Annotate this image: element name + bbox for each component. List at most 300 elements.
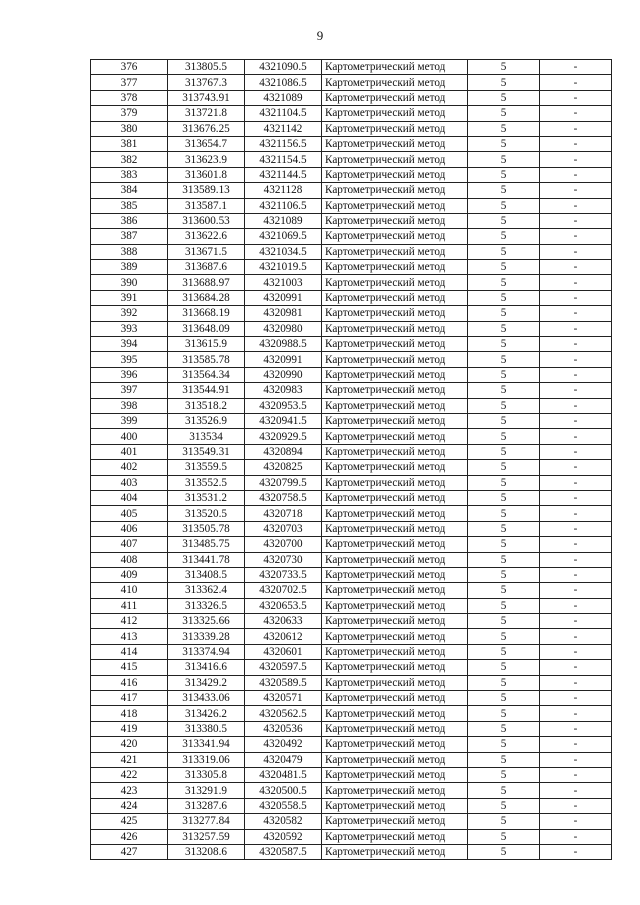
point-number-cell: 415 — [91, 660, 168, 675]
point-number-cell: 408 — [91, 552, 168, 567]
table-row — [91, 783, 612, 798]
point-number-cell: 409 — [91, 567, 168, 582]
description-cell: - — [540, 367, 612, 382]
table-row — [91, 398, 612, 413]
method-cell: Картометрический метод — [322, 706, 468, 721]
method-cell: Картометрический метод — [322, 598, 468, 613]
y-coordinate-cell: 4320633 — [245, 614, 322, 629]
point-number-cell: 394 — [91, 337, 168, 352]
description-cell: - — [540, 583, 612, 598]
method-cell: Картометрический метод — [322, 721, 468, 736]
description-cell: - — [540, 337, 612, 352]
y-coordinate-cell: 4320929.5 — [245, 429, 322, 444]
y-coordinate-cell: 4320500.5 — [245, 783, 322, 798]
x-coordinate-cell: 313441.78 — [168, 552, 245, 567]
accuracy-cell: 5 — [468, 413, 540, 428]
description-cell: - — [540, 629, 612, 644]
method-cell: Картометрический метод — [322, 691, 468, 706]
point-number-cell: 379 — [91, 106, 168, 121]
accuracy-cell: 5 — [468, 629, 540, 644]
y-coordinate-cell: 4320589.5 — [245, 675, 322, 690]
coordinates-table — [90, 59, 612, 860]
accuracy-cell: 5 — [468, 706, 540, 721]
y-coordinate-cell: 4320479 — [245, 752, 322, 767]
table-row — [91, 506, 612, 521]
y-coordinate-cell: 4320825 — [245, 460, 322, 475]
accuracy-cell: 5 — [468, 337, 540, 352]
point-number-cell: 419 — [91, 721, 168, 736]
x-coordinate-cell: 313291.9 — [168, 783, 245, 798]
table-row — [91, 844, 612, 859]
accuracy-cell: 5 — [468, 752, 540, 767]
description-cell: - — [540, 767, 612, 782]
table-row — [91, 829, 612, 844]
point-number-cell: 410 — [91, 583, 168, 598]
table-row — [91, 60, 612, 75]
accuracy-cell: 5 — [468, 783, 540, 798]
x-coordinate-cell: 313416.6 — [168, 660, 245, 675]
x-coordinate-cell: 313520.5 — [168, 506, 245, 521]
method-cell: Картометрический метод — [322, 413, 468, 428]
y-coordinate-cell: 4320592 — [245, 829, 322, 844]
description-cell: - — [540, 398, 612, 413]
method-cell: Картометрический метод — [322, 552, 468, 567]
method-cell: Картометрический метод — [322, 152, 468, 167]
point-number-cell: 422 — [91, 767, 168, 782]
y-coordinate-cell: 4320587.5 — [245, 844, 322, 859]
table-row — [91, 629, 612, 644]
description-cell: - — [540, 660, 612, 675]
x-coordinate-cell: 313600.53 — [168, 213, 245, 228]
accuracy-cell: 5 — [468, 675, 540, 690]
y-coordinate-cell: 4321089 — [245, 90, 322, 105]
point-number-cell: 380 — [91, 121, 168, 136]
description-cell: - — [540, 506, 612, 521]
x-coordinate-cell: 313805.5 — [168, 60, 245, 75]
table-row — [91, 429, 612, 444]
table-row — [91, 337, 612, 352]
accuracy-cell: 5 — [468, 306, 540, 321]
table-row — [91, 106, 612, 121]
point-number-cell: 421 — [91, 752, 168, 767]
accuracy-cell: 5 — [468, 167, 540, 182]
accuracy-cell: 5 — [468, 183, 540, 198]
accuracy-cell: 5 — [468, 691, 540, 706]
description-cell: - — [540, 60, 612, 75]
point-number-cell: 389 — [91, 260, 168, 275]
x-coordinate-cell: 313654.7 — [168, 136, 245, 151]
table-row — [91, 521, 612, 536]
accuracy-cell: 5 — [468, 660, 540, 675]
y-coordinate-cell: 4320894 — [245, 444, 322, 459]
y-coordinate-cell: 4320991 — [245, 352, 322, 367]
y-coordinate-cell: 4321069.5 — [245, 229, 322, 244]
method-cell: Картометрический метод — [322, 60, 468, 75]
x-coordinate-cell: 313743.91 — [168, 90, 245, 105]
accuracy-cell: 5 — [468, 814, 540, 829]
method-cell: Картометрический метод — [322, 337, 468, 352]
y-coordinate-cell: 4320733.5 — [245, 567, 322, 582]
description-cell: - — [540, 306, 612, 321]
table-row — [91, 90, 612, 105]
x-coordinate-cell: 313589.13 — [168, 183, 245, 198]
y-coordinate-cell: 4321104.5 — [245, 106, 322, 121]
table-row — [91, 275, 612, 290]
x-coordinate-cell: 313341.94 — [168, 737, 245, 752]
y-coordinate-cell: 4320941.5 — [245, 413, 322, 428]
table-row — [91, 552, 612, 567]
method-cell: Картометрический метод — [322, 398, 468, 413]
x-coordinate-cell: 313485.75 — [168, 537, 245, 552]
table-row — [91, 306, 612, 321]
description-cell: - — [540, 752, 612, 767]
point-number-cell: 404 — [91, 490, 168, 505]
table-row — [91, 75, 612, 90]
y-coordinate-cell: 4320481.5 — [245, 767, 322, 782]
description-cell: - — [540, 567, 612, 582]
description-cell: - — [540, 552, 612, 567]
point-number-cell: 377 — [91, 75, 168, 90]
y-coordinate-cell: 4320991 — [245, 290, 322, 305]
accuracy-cell: 5 — [468, 644, 540, 659]
method-cell: Картометрический метод — [322, 844, 468, 859]
table-row — [91, 229, 612, 244]
y-coordinate-cell: 4320703 — [245, 521, 322, 536]
description-cell: - — [540, 244, 612, 259]
table-row — [91, 490, 612, 505]
method-cell: Картометрический метод — [322, 306, 468, 321]
point-number-cell: 418 — [91, 706, 168, 721]
x-coordinate-cell: 313668.19 — [168, 306, 245, 321]
method-cell: Картометрический метод — [322, 352, 468, 367]
description-cell: - — [540, 121, 612, 136]
y-coordinate-cell: 4320700 — [245, 537, 322, 552]
accuracy-cell: 5 — [468, 398, 540, 413]
table-row — [91, 413, 612, 428]
method-cell: Картометрический метод — [322, 383, 468, 398]
table-row — [91, 321, 612, 336]
method-cell: Картометрический метод — [322, 429, 468, 444]
accuracy-cell: 5 — [468, 829, 540, 844]
accuracy-cell: 5 — [468, 152, 540, 167]
method-cell: Картометрический метод — [322, 567, 468, 582]
table-row — [91, 721, 612, 736]
table-row — [91, 814, 612, 829]
x-coordinate-cell: 313208.6 — [168, 844, 245, 859]
x-coordinate-cell: 313564.34 — [168, 367, 245, 382]
x-coordinate-cell: 313552.5 — [168, 475, 245, 490]
accuracy-cell: 5 — [468, 244, 540, 259]
table-row — [91, 644, 612, 659]
point-number-cell: 414 — [91, 644, 168, 659]
x-coordinate-cell: 313325.66 — [168, 614, 245, 629]
description-cell: - — [540, 429, 612, 444]
accuracy-cell: 5 — [468, 537, 540, 552]
accuracy-cell: 5 — [468, 383, 540, 398]
method-cell: Картометрический метод — [322, 798, 468, 813]
y-coordinate-cell: 4320730 — [245, 552, 322, 567]
y-coordinate-cell: 4320953.5 — [245, 398, 322, 413]
table-row — [91, 167, 612, 182]
accuracy-cell: 5 — [468, 213, 540, 228]
x-coordinate-cell: 313622.6 — [168, 229, 245, 244]
x-coordinate-cell: 313676.25 — [168, 121, 245, 136]
table-row — [91, 367, 612, 382]
table-row — [91, 675, 612, 690]
point-number-cell: 396 — [91, 367, 168, 382]
x-coordinate-cell: 313671.5 — [168, 244, 245, 259]
description-cell: - — [540, 198, 612, 213]
x-coordinate-cell: 313587.1 — [168, 198, 245, 213]
method-cell: Картометрический метод — [322, 90, 468, 105]
description-cell: - — [540, 213, 612, 228]
y-coordinate-cell: 4320758.5 — [245, 490, 322, 505]
point-number-cell: 381 — [91, 136, 168, 151]
point-number-cell: 424 — [91, 798, 168, 813]
description-cell: - — [540, 783, 612, 798]
method-cell: Картометрический метод — [322, 275, 468, 290]
method-cell: Картометрический метод — [322, 783, 468, 798]
x-coordinate-cell: 313326.5 — [168, 598, 245, 613]
y-coordinate-cell: 4320983 — [245, 383, 322, 398]
x-coordinate-cell: 313305.8 — [168, 767, 245, 782]
y-coordinate-cell: 4320571 — [245, 691, 322, 706]
x-coordinate-cell: 313505.78 — [168, 521, 245, 536]
x-coordinate-cell: 313601.8 — [168, 167, 245, 182]
y-coordinate-cell: 4321086.5 — [245, 75, 322, 90]
x-coordinate-cell: 313339.28 — [168, 629, 245, 644]
y-coordinate-cell: 4321034.5 — [245, 244, 322, 259]
y-coordinate-cell: 4320601 — [245, 644, 322, 659]
accuracy-cell: 5 — [468, 490, 540, 505]
method-cell: Картометрический метод — [322, 106, 468, 121]
accuracy-cell: 5 — [468, 721, 540, 736]
method-cell: Картометрический метод — [322, 367, 468, 382]
point-number-cell: 413 — [91, 629, 168, 644]
description-cell: - — [540, 691, 612, 706]
point-number-cell: 391 — [91, 290, 168, 305]
point-number-cell: 405 — [91, 506, 168, 521]
description-cell: - — [540, 721, 612, 736]
table-row — [91, 475, 612, 490]
method-cell: Картометрический метод — [322, 260, 468, 275]
description-cell: - — [540, 737, 612, 752]
y-coordinate-cell: 4321154.5 — [245, 152, 322, 167]
table-row — [91, 798, 612, 813]
description-cell: - — [540, 829, 612, 844]
point-number-cell: 390 — [91, 275, 168, 290]
accuracy-cell: 5 — [468, 90, 540, 105]
accuracy-cell: 5 — [468, 198, 540, 213]
table-row — [91, 660, 612, 675]
method-cell: Картометрический метод — [322, 167, 468, 182]
y-coordinate-cell: 4320981 — [245, 306, 322, 321]
description-cell: - — [540, 475, 612, 490]
y-coordinate-cell: 4320718 — [245, 506, 322, 521]
description-cell: - — [540, 275, 612, 290]
accuracy-cell: 5 — [468, 321, 540, 336]
x-coordinate-cell: 313559.5 — [168, 460, 245, 475]
description-cell: - — [540, 644, 612, 659]
x-coordinate-cell: 313549.31 — [168, 444, 245, 459]
table-row — [91, 737, 612, 752]
table-row — [91, 614, 612, 629]
x-coordinate-cell: 313648.09 — [168, 321, 245, 336]
x-coordinate-cell: 313319.06 — [168, 752, 245, 767]
accuracy-cell: 5 — [468, 429, 540, 444]
x-coordinate-cell: 313684.28 — [168, 290, 245, 305]
accuracy-cell: 5 — [468, 798, 540, 813]
y-coordinate-cell: 4320597.5 — [245, 660, 322, 675]
y-coordinate-cell: 4321090.5 — [245, 60, 322, 75]
y-coordinate-cell: 4320562.5 — [245, 706, 322, 721]
table-row — [91, 213, 612, 228]
description-cell: - — [540, 321, 612, 336]
y-coordinate-cell: 4320558.5 — [245, 798, 322, 813]
point-number-cell: 417 — [91, 691, 168, 706]
method-cell: Картометрический метод — [322, 752, 468, 767]
point-number-cell: 392 — [91, 306, 168, 321]
y-coordinate-cell: 4320492 — [245, 737, 322, 752]
table-row — [91, 352, 612, 367]
method-cell: Картометрический метод — [322, 321, 468, 336]
description-cell: - — [540, 675, 612, 690]
method-cell: Картометрический метод — [322, 244, 468, 259]
description-cell: - — [540, 90, 612, 105]
page-number: 9 — [316, 28, 324, 43]
accuracy-cell: 5 — [468, 275, 540, 290]
description-cell: - — [540, 614, 612, 629]
accuracy-cell: 5 — [468, 521, 540, 536]
table-row — [91, 767, 612, 782]
method-cell: Картометрический метод — [322, 521, 468, 536]
x-coordinate-cell: 313257.59 — [168, 829, 245, 844]
y-coordinate-cell: 4320980 — [245, 321, 322, 336]
method-cell: Картометрический метод — [322, 475, 468, 490]
point-number-cell: 387 — [91, 229, 168, 244]
accuracy-cell: 5 — [468, 583, 540, 598]
point-number-cell: 427 — [91, 844, 168, 859]
accuracy-cell: 5 — [468, 60, 540, 75]
accuracy-cell: 5 — [468, 475, 540, 490]
table-row — [91, 290, 612, 305]
table-row — [91, 460, 612, 475]
accuracy-cell: 5 — [468, 567, 540, 582]
method-cell: Картометрический метод — [322, 506, 468, 521]
point-number-cell: 399 — [91, 413, 168, 428]
accuracy-cell: 5 — [468, 75, 540, 90]
description-cell: - — [540, 444, 612, 459]
accuracy-cell: 5 — [468, 598, 540, 613]
accuracy-cell: 5 — [468, 444, 540, 459]
table-row — [91, 583, 612, 598]
method-cell: Картометрический метод — [322, 737, 468, 752]
method-cell: Картометрический метод — [322, 198, 468, 213]
table-row — [91, 537, 612, 552]
accuracy-cell: 5 — [468, 229, 540, 244]
x-coordinate-cell: 313374.94 — [168, 644, 245, 659]
x-coordinate-cell: 313277.84 — [168, 814, 245, 829]
description-cell: - — [540, 537, 612, 552]
table-row — [91, 198, 612, 213]
point-number-cell: 425 — [91, 814, 168, 829]
description-cell: - — [540, 460, 612, 475]
table-row — [91, 691, 612, 706]
table-row — [91, 444, 612, 459]
x-coordinate-cell: 313408.5 — [168, 567, 245, 582]
y-coordinate-cell: 4320653.5 — [245, 598, 322, 613]
accuracy-cell: 5 — [468, 737, 540, 752]
point-number-cell: 376 — [91, 60, 168, 75]
point-number-cell: 383 — [91, 167, 168, 182]
description-cell: - — [540, 106, 612, 121]
table-row — [91, 152, 612, 167]
table-row — [91, 567, 612, 582]
x-coordinate-cell: 313615.9 — [168, 337, 245, 352]
point-number-cell: 384 — [91, 183, 168, 198]
y-coordinate-cell: 4321128 — [245, 183, 322, 198]
point-number-cell: 407 — [91, 537, 168, 552]
y-coordinate-cell: 4320988.5 — [245, 337, 322, 352]
accuracy-cell: 5 — [468, 767, 540, 782]
description-cell: - — [540, 352, 612, 367]
y-coordinate-cell: 4321003 — [245, 275, 322, 290]
x-coordinate-cell: 313544.91 — [168, 383, 245, 398]
x-coordinate-cell: 313721.8 — [168, 106, 245, 121]
method-cell: Картометрический метод — [322, 675, 468, 690]
point-number-cell: 386 — [91, 213, 168, 228]
point-number-cell: 398 — [91, 398, 168, 413]
table-row — [91, 752, 612, 767]
description-cell: - — [540, 706, 612, 721]
accuracy-cell: 5 — [468, 106, 540, 121]
point-number-cell: 388 — [91, 244, 168, 259]
x-coordinate-cell: 313585.78 — [168, 352, 245, 367]
accuracy-cell: 5 — [468, 552, 540, 567]
method-cell: Картометрический метод — [322, 629, 468, 644]
y-coordinate-cell: 4321089 — [245, 213, 322, 228]
y-coordinate-cell: 4321144.5 — [245, 167, 322, 182]
y-coordinate-cell: 4321106.5 — [245, 198, 322, 213]
y-coordinate-cell: 4320702.5 — [245, 583, 322, 598]
point-number-cell: 402 — [91, 460, 168, 475]
x-coordinate-cell: 313688.97 — [168, 275, 245, 290]
method-cell: Картометрический метод — [322, 583, 468, 598]
point-number-cell: 395 — [91, 352, 168, 367]
coordinates-table-body — [91, 60, 612, 860]
y-coordinate-cell: 4321156.5 — [245, 136, 322, 151]
point-number-cell: 411 — [91, 598, 168, 613]
x-coordinate-cell: 313534 — [168, 429, 245, 444]
x-coordinate-cell: 313526.9 — [168, 413, 245, 428]
y-coordinate-cell: 4321142 — [245, 121, 322, 136]
method-cell: Картометрический метод — [322, 229, 468, 244]
point-number-cell: 403 — [91, 475, 168, 490]
method-cell: Картометрический метод — [322, 814, 468, 829]
point-number-cell: 400 — [91, 429, 168, 444]
description-cell: - — [540, 167, 612, 182]
table-row — [91, 244, 612, 259]
point-number-cell: 385 — [91, 198, 168, 213]
description-cell: - — [540, 290, 612, 305]
y-coordinate-cell: 4320536 — [245, 721, 322, 736]
accuracy-cell: 5 — [468, 844, 540, 859]
table-row — [91, 598, 612, 613]
point-number-cell: 378 — [91, 90, 168, 105]
point-number-cell: 382 — [91, 152, 168, 167]
description-cell: - — [540, 152, 612, 167]
description-cell: - — [540, 844, 612, 859]
